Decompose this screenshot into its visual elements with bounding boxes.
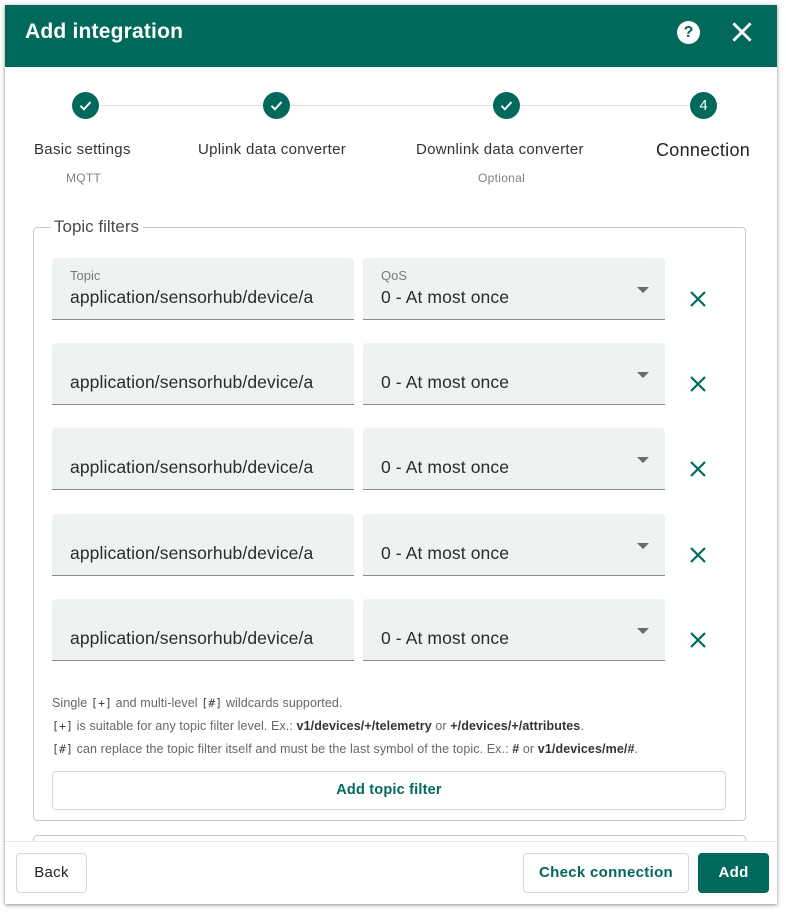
step-connector bbox=[101, 105, 263, 106]
qos-select[interactable] bbox=[363, 514, 665, 576]
dropdown-arrow-icon bbox=[637, 543, 649, 549]
step-connector bbox=[521, 105, 689, 106]
remove-icon[interactable] bbox=[688, 374, 708, 394]
qos-select[interactable] bbox=[363, 258, 665, 320]
qos-select[interactable] bbox=[363, 343, 665, 405]
step-connector bbox=[291, 105, 494, 106]
add-integration-dialog bbox=[5, 5, 777, 904]
dropdown-arrow-icon bbox=[637, 372, 649, 378]
topic-label: Topic bbox=[70, 268, 101, 283]
step-3-check-icon[interactable] bbox=[493, 92, 520, 119]
check-connection-button[interactable]: Check connection bbox=[523, 853, 689, 893]
topic-filter-row bbox=[52, 599, 722, 661]
remove-icon[interactable] bbox=[688, 630, 708, 650]
qos-value: 0 - At most once bbox=[381, 372, 510, 392]
wildcard-hint-line-3: [#] can replace the topic filter itself and must be the last symbol of the topic. Ex.: # or v1/devices/me/#. bbox=[52, 742, 639, 756]
step-4-number[interactable]: 4 bbox=[690, 92, 717, 119]
dialog-footer bbox=[5, 841, 777, 904]
step-1-sublabel: MQTT bbox=[66, 171, 102, 185]
add-button[interactable]: Add bbox=[698, 853, 769, 893]
topic-value: application/sensorhub/device/a bbox=[70, 628, 314, 648]
topic-input[interactable] bbox=[52, 599, 354, 661]
topic-filters-section bbox=[33, 217, 746, 821]
topic-value: application/sensorhub/device/a bbox=[70, 457, 314, 477]
topic-filter-row bbox=[52, 514, 722, 576]
back-button[interactable]: Back bbox=[16, 853, 87, 893]
remove-icon[interactable] bbox=[688, 289, 708, 309]
qos-label: QoS bbox=[381, 268, 408, 283]
topic-filters-legend: Topic filters bbox=[50, 217, 143, 237]
step-4-label: Connection bbox=[656, 140, 751, 160]
qos-value: 0 - At most once bbox=[381, 628, 510, 648]
wildcard-hint-line-2: [+] is suitable for any topic filter level. Ex.: v1/devices/+/telemetry or +/devices/+/attributes. bbox=[52, 719, 584, 733]
qos-select[interactable] bbox=[363, 428, 665, 490]
qos-value: 0 - At most once bbox=[381, 543, 510, 563]
step-3-sublabel: Optional bbox=[478, 171, 526, 185]
topic-filter-row bbox=[52, 343, 722, 405]
wildcard-hint-line-1: Single [+] and multi-level [#] wildcards supported. bbox=[52, 696, 343, 710]
add-topic-filter-button[interactable]: Add topic filter bbox=[52, 771, 726, 810]
topic-input[interactable] bbox=[52, 428, 354, 490]
qos-value: 0 - At most once bbox=[381, 457, 510, 477]
remove-icon[interactable] bbox=[688, 545, 708, 565]
dialog-title: Add integration bbox=[25, 20, 184, 43]
qos-value: 0 - At most once bbox=[381, 287, 510, 307]
topic-input[interactable] bbox=[52, 343, 354, 405]
step-3-label: Downlink data converter bbox=[416, 141, 584, 158]
remove-icon[interactable] bbox=[688, 459, 708, 479]
dialog-content bbox=[5, 197, 777, 841]
help-icon[interactable]: ? bbox=[677, 21, 700, 44]
dropdown-arrow-icon bbox=[637, 287, 649, 293]
topic-value: application/sensorhub/device/a bbox=[70, 287, 314, 307]
dialog-header bbox=[5, 5, 777, 67]
topic-filter-row bbox=[52, 428, 722, 490]
dropdown-arrow-icon bbox=[637, 457, 649, 463]
step-1-label: Basic settings bbox=[34, 141, 131, 158]
qos-select[interactable] bbox=[363, 599, 665, 661]
topic-filter-row bbox=[52, 258, 722, 320]
dropdown-arrow-icon bbox=[637, 628, 649, 634]
close-icon[interactable] bbox=[729, 19, 755, 45]
step-2-label: Uplink data converter bbox=[198, 141, 347, 158]
stepper bbox=[5, 67, 777, 197]
topic-value: application/sensorhub/device/a bbox=[70, 372, 314, 392]
step-1-check-icon[interactable] bbox=[72, 92, 99, 119]
step-2-check-icon[interactable] bbox=[263, 92, 290, 119]
topic-input[interactable] bbox=[52, 514, 354, 576]
topic-input[interactable] bbox=[52, 258, 354, 320]
topic-value: application/sensorhub/device/a bbox=[70, 543, 314, 563]
